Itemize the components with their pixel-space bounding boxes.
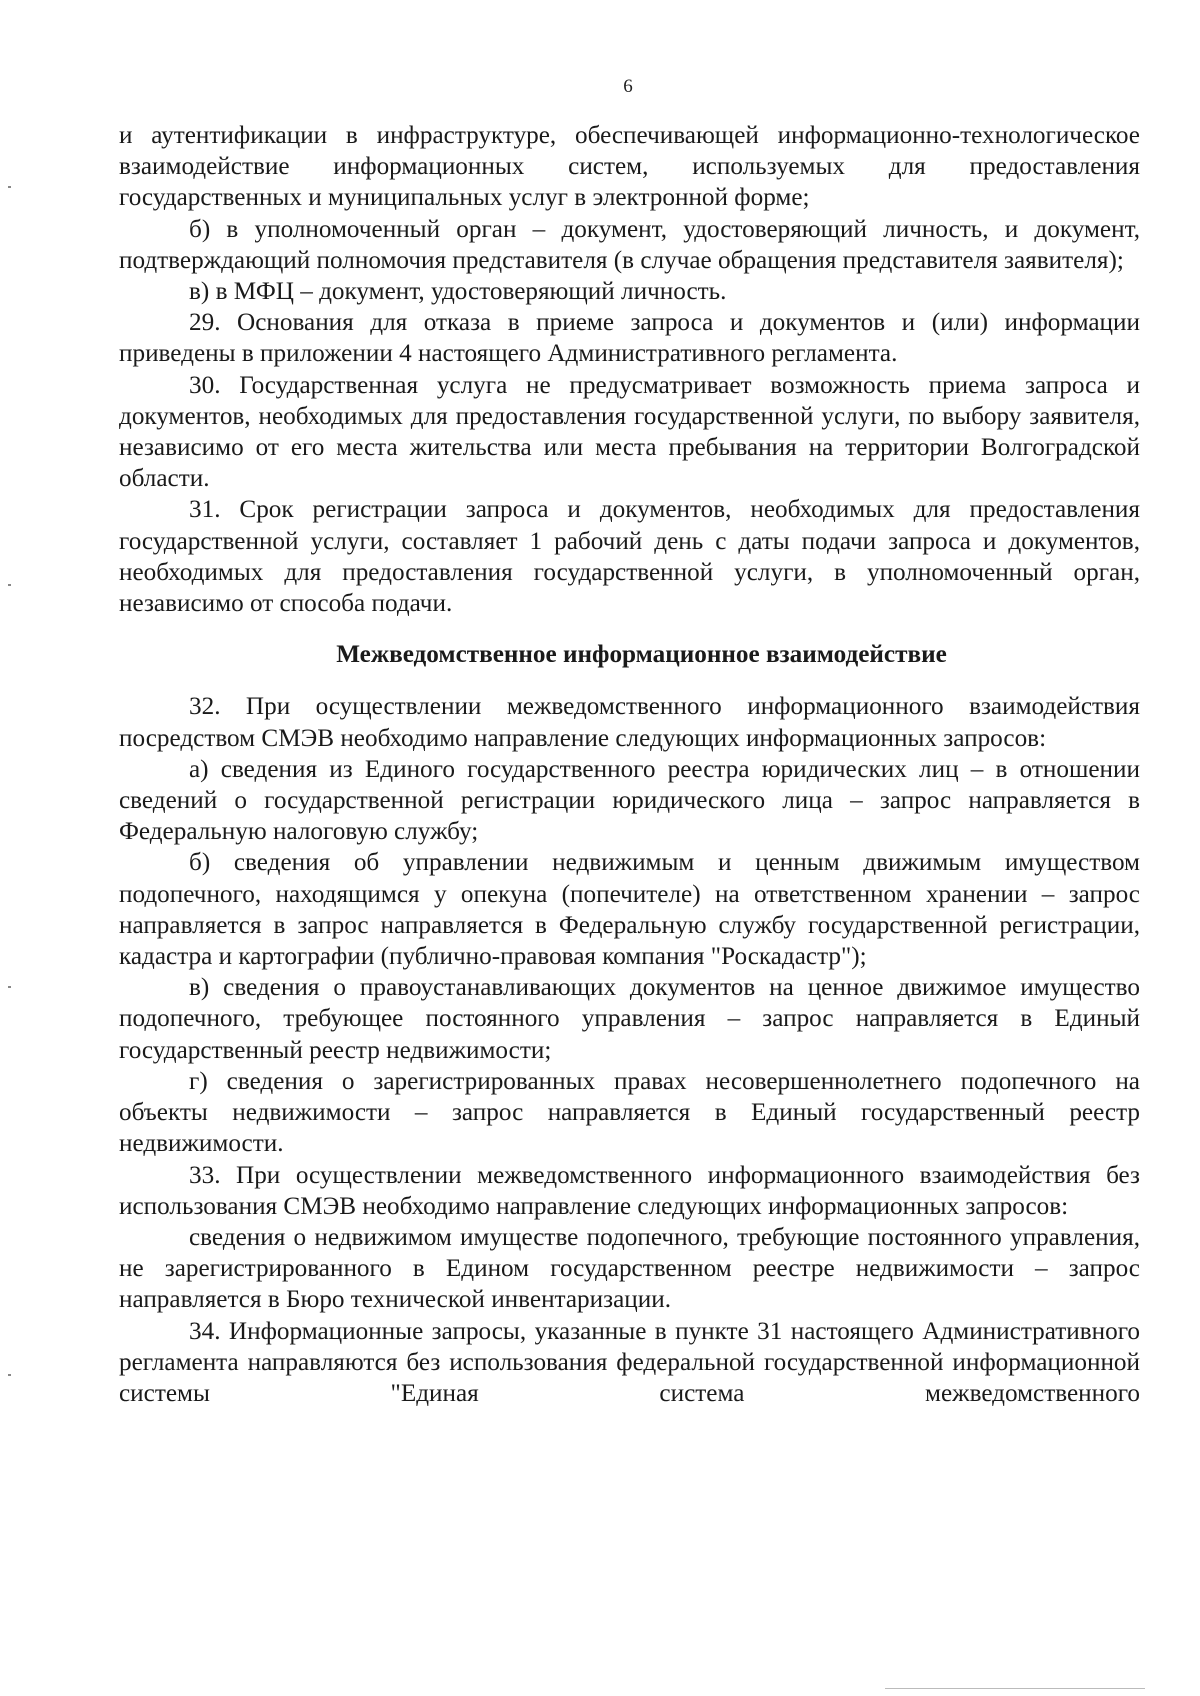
paragraph-33-item: сведения о недвижимом имуществе подопечного, требующие постоянного управления, не зарегистрированного в Едином государственном реестре недвижимости – запрос направляется в Бюро технической инвентаризации.	[119, 1223, 1140, 1314]
paragraph-29: 29. Основания для отказа в приеме запроса и документов и (или) информации приведены в приложении 4 настоящего Административного регламента.	[119, 309, 1140, 368]
paragraph-item-v: в) в МФЦ – документ, удостоверяющий личность.	[189, 278, 727, 306]
paragraph-item-b: б) в уполномоченный орган – документ, удостоверяющий личность, и документ, подтверждающий полномочия представителя (в случае обращения представителя заявителя);	[119, 215, 1140, 274]
scan-artifact	[8, 1374, 11, 1376]
page-number: 6	[623, 76, 633, 97]
scan-artifact	[885, 1688, 1145, 1689]
paragraph-30: 30. Государственная услуга не предусматривает возможность приема запроса и документов, необходимых для предоставления государственной услуги, по выбору заявителя, независимо от его места жительства или места пребывания на территории Волгоградской области.	[119, 371, 1140, 493]
paragraph-33: 33. При осуществлении межведомственного информационного взаимодействия без использования СМЭВ необходимо направление следующих информационных запросов:	[119, 1161, 1140, 1220]
document-body	[119, 120, 1140, 1409]
paragraph-32-item-g: г) сведения о зарегистрированных правах несовершеннолетнего подопечного на объекты недвижимости – запрос направляется в Единый государственный реестр недвижимости.	[119, 1067, 1140, 1158]
paragraph-34: 34. Информационные запросы, указанные в пункте 31 настоящего Административного регламента направляются без использования федеральной государственной информационной системы "Единая система межведомственного	[119, 1317, 1140, 1407]
paragraph-32-item-a: а) сведения из Единого государственного реестра юридических лиц – в отношении сведений о государственной регистрации юридического лица – запрос направляется в Федеральную налоговую службу;	[119, 755, 1140, 846]
scan-artifact	[8, 186, 11, 188]
scan-artifact	[8, 584, 11, 586]
paragraph-32-item-b: б) сведения об управлении недвижимым и ценным движимым имуществом подопечного, находящимся у опекуна (попечителе) на ответственном хранении – запрос направляется в запрос направляется в Федеральную службу государственной регистрации, кадастра и картографии (публично-правовая компания "Роскадастр");	[119, 849, 1140, 971]
paragraph-32: 32. При осуществлении межведомственного информационного взаимодействия посредством СМЭВ необходимо направление следующих информационных запросов:	[119, 693, 1140, 752]
paragraph-authentication-continued: и аутентификации в инфраструктуре, обеспечивающей информационно-технологическое взаимодействие информационных систем, используемых для предоставления государственных и муниципальных услуг в электронной форме;	[119, 122, 1140, 212]
section-heading: Межведомственное информационное взаимодействие	[336, 641, 947, 669]
paragraph-31: 31. Срок регистрации запроса и документов, необходимых для предоставления государственной услуги, составляет 1 рабочий день с даты подачи запроса и документов, необходимых для предоставления государственной услуги, в уполномоченный орган, независимо от способа подачи.	[119, 496, 1140, 618]
scan-artifact	[8, 986, 11, 988]
paragraph-32-item-v: в) сведения о правоустанавливающих документов на ценное движимое имущество подопечного, требующее постоянного управления – запрос направляется в Единый государственный реестр недвижимости;	[119, 974, 1140, 1064]
